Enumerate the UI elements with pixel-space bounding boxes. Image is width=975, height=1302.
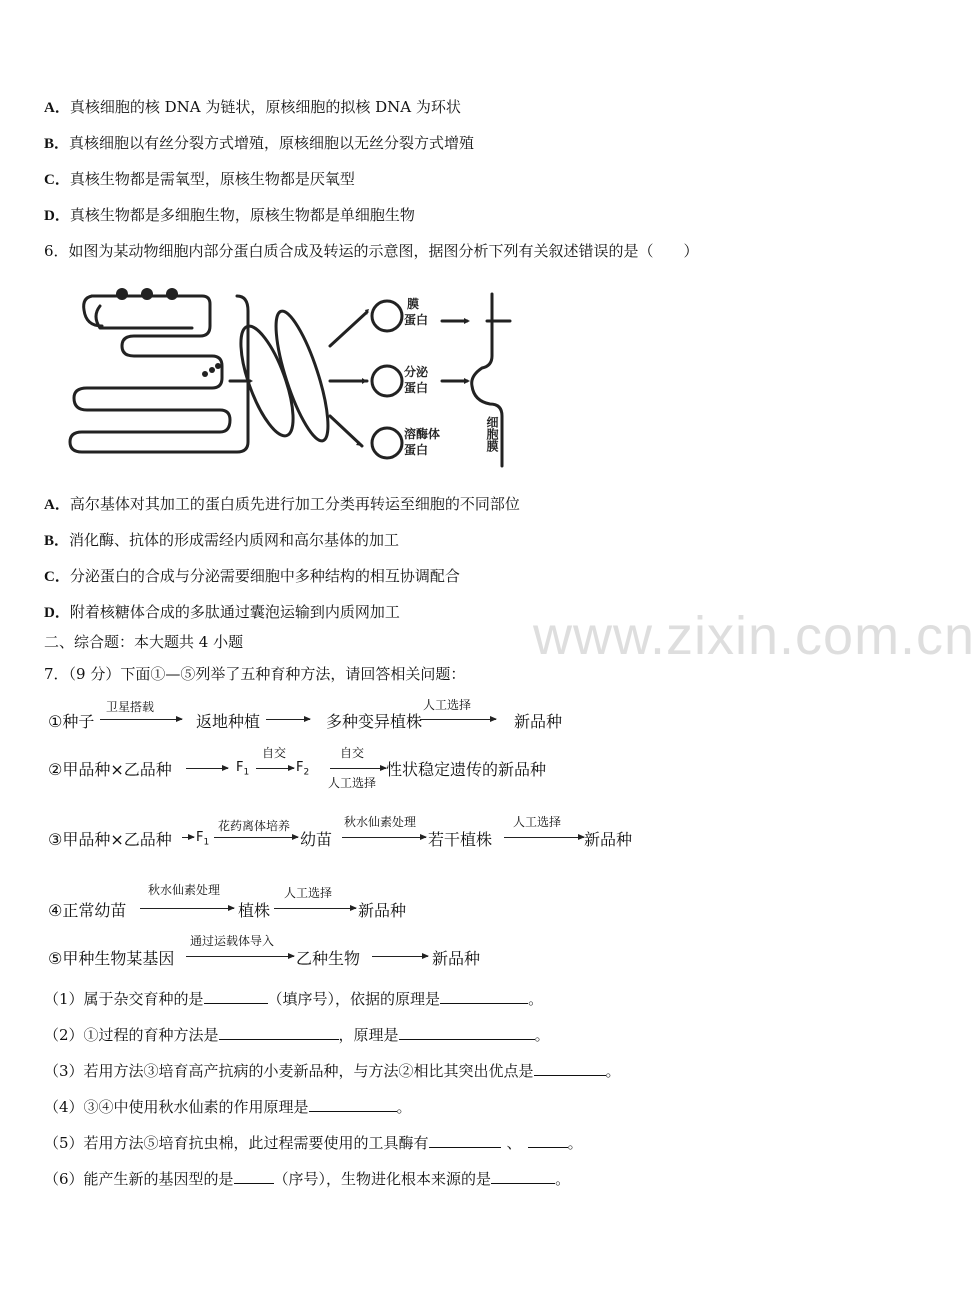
q5-option-c: C．真核生物都是需氧型，原核生物都是厌氧型 bbox=[44, 170, 355, 188]
q6-option-b: B．消化酶、抗体的形成需经内质网和高尔基体的加工 bbox=[44, 531, 400, 549]
figure-label-secretory: 分泌 bbox=[404, 365, 429, 379]
q7-sub-1: （1）属于杂交育种的是 （填序号），依据的原理是 。 bbox=[44, 990, 544, 1008]
q7-sub-6: （6）能产生新的基因型的是 （序号），生物进化根本来源的是 。 bbox=[44, 1170, 571, 1188]
figure-label-membrane: 膜 bbox=[407, 297, 420, 311]
protein-transport-figure bbox=[62, 286, 532, 476]
q5-option-d: D．真核生物都是多细胞生物，原核生物都是单细胞生物 bbox=[44, 206, 415, 224]
q7-sub-4: （4）③④中使用秋水仙素的作用原理是 。 bbox=[44, 1098, 412, 1116]
q6-stem: 6．如图为某动物细胞内部分蛋白质合成及转运的示意图，据图分析下列有关叙述错误的是（ ） bbox=[44, 242, 699, 260]
figure-label-protein-3: 蛋白 bbox=[404, 443, 429, 457]
q6-option-c: C．分泌蛋白的合成与分泌需要细胞中多种结构的相互协调配合 bbox=[44, 567, 460, 585]
figure-label-cell-membrane: 细胞膜 bbox=[485, 416, 499, 452]
q7-sub-5: （5）若用方法⑤培育抗虫棉，此过程需要使用的工具酶有 、 。 bbox=[44, 1134, 583, 1152]
q6-option-d: D．附着核糖体合成的多肽通过囊泡运输到内质网加工 bbox=[44, 603, 400, 621]
figure-label-protein-2: 蛋白 bbox=[404, 381, 429, 395]
figure-label-lysosome: 溶酶体 bbox=[404, 427, 441, 441]
q7-sub-2: （2）①过程的育种方法是 ，原理是 。 bbox=[44, 1026, 550, 1044]
q5-option-a: A．真核细胞的核 DNA 为链状，原核细胞的拟核 DNA 为环状 bbox=[44, 98, 461, 116]
section-heading: 二、综合题：本大题共 4 小题 bbox=[44, 633, 244, 651]
q5-option-b: B．真核细胞以有丝分裂方式增殖，原核细胞以无丝分裂方式增殖 bbox=[44, 134, 475, 152]
figure-label-protein-1: 蛋白 bbox=[404, 313, 429, 327]
q7-sub-3: （3）若用方法③培育高产抗病的小麦新品种，与方法②相比其突出优点是 。 bbox=[44, 1062, 621, 1080]
q6-option-a: A．高尔基体对其加工的蛋白质先进行加工分类再转运至细胞的不同部位 bbox=[44, 495, 520, 513]
watermark: www.zixin.com.cn bbox=[533, 606, 975, 666]
q7-stem: 7．（9 分）下面①—⑤列举了五种育种方法，请回答相关问题： bbox=[44, 665, 466, 683]
